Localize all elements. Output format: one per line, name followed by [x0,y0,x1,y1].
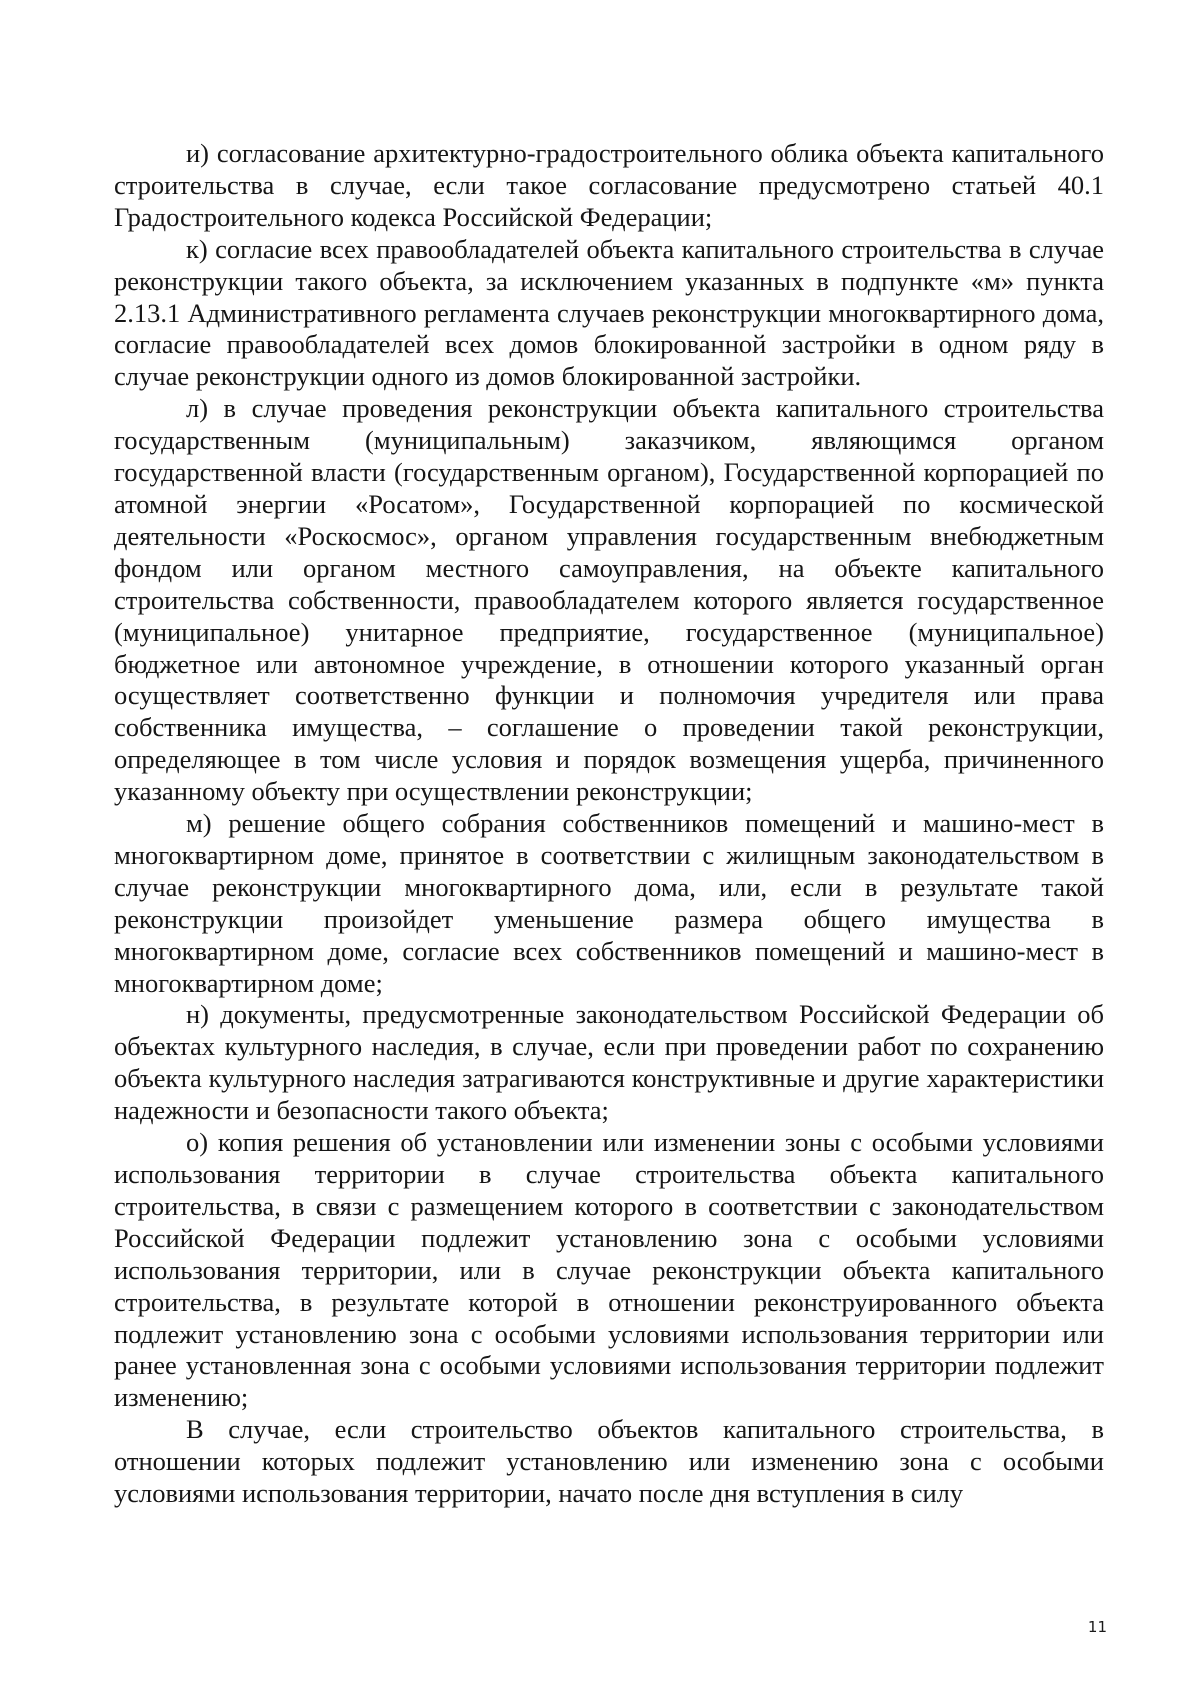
document-body [114,138,1104,1510]
paragraph-l: л) в случае проведения реконструкции объекта капитального строительства государственным (муниципальным) заказчиком, являющимся органом государственной власти (государственным органом), Государственной корпорацией по атомной энергии «Росатом», Государственной корпорацией по космической деятельности «Роскосмос», органом управления государственным внебюджетным фондом или органом местного самоуправления, на объекте капитального строительства собственности, правообладателем которого является государственное (муниципальное) унитарное предприятие, государственное (муниципальное) бюджетное или автономное учреждение, в отношении которого указанный орган осуществляет соответственно функции и полномочия учредителя или права собственника имущества, – соглашение о проведении такой реконструкции, определяющее в том числе условия и порядок возмещения ущерба, причиненного указанному объекту при осуществлении реконструкции; [114,393,1104,807]
paragraph-closing: В случае, если строительство объектов капитального строительства, в отношении которых подлежит установлению или изменению зона с особыми условиями использования территории, начато после дня вступления в силу [114,1414,1104,1509]
paragraph-o: о) копия решения об установлении или изменении зоны с особыми условиями использования территории в случае строительства объекта капитального строительства, в связи с размещением которого в соответствии с законодательством Российской Федерации подлежит установлению зона с особыми условиями использования территории, или в случае реконструкции объекта капитального строительства, в результате которой в отношении реконструированного объекта подлежит установлению зона с особыми условиями использования территории или ранее установленная зона с особыми условиями использования территории подлежит изменению; [114,1127,1104,1413]
paragraph-k: к) согласие всех правообладателей объекта капитального строительства в случае реконструкции такого объекта, за исключением указанных в подпункте «м» пункта 2.13.1 Административного регламента случаев реконструкции многоквартирного дома, согласие правообладателей всех домов блокированной застройки в одном ряду в случае реконструкции одного из домов блокированной застройки. [114,233,1104,392]
paragraph-i: и) согласование архитектурно-градостроительного облика объекта капитального строительства в случае, если такое согласование предусмотрено статьей 40.1 Градостроительного кодекса Российской Федерации; [114,138,1104,232]
paragraph-n: н) документы, предусмотренные законодательством Российской Федерации об объектах культурного наследия, в случае, если при проведении работ по сохранению объекта культурного наследия затрагиваются конструктивные и другие характеристики надежности и безопасности такого объекта; [114,999,1104,1126]
page-number: 11 [1087,1618,1107,1636]
paragraph-m: м) решение общего собрания собственников помещений и машино-мест в многоквартирном доме, принятое в соответствии с жилищным законодательством в случае реконструкции многоквартирного дома, или, если в результате такой реконструкции произойдет уменьшение размера общего имущества в многоквартирном доме, согласие всех собственников помещений и машино-мест в многоквартирном доме; [114,808,1104,998]
